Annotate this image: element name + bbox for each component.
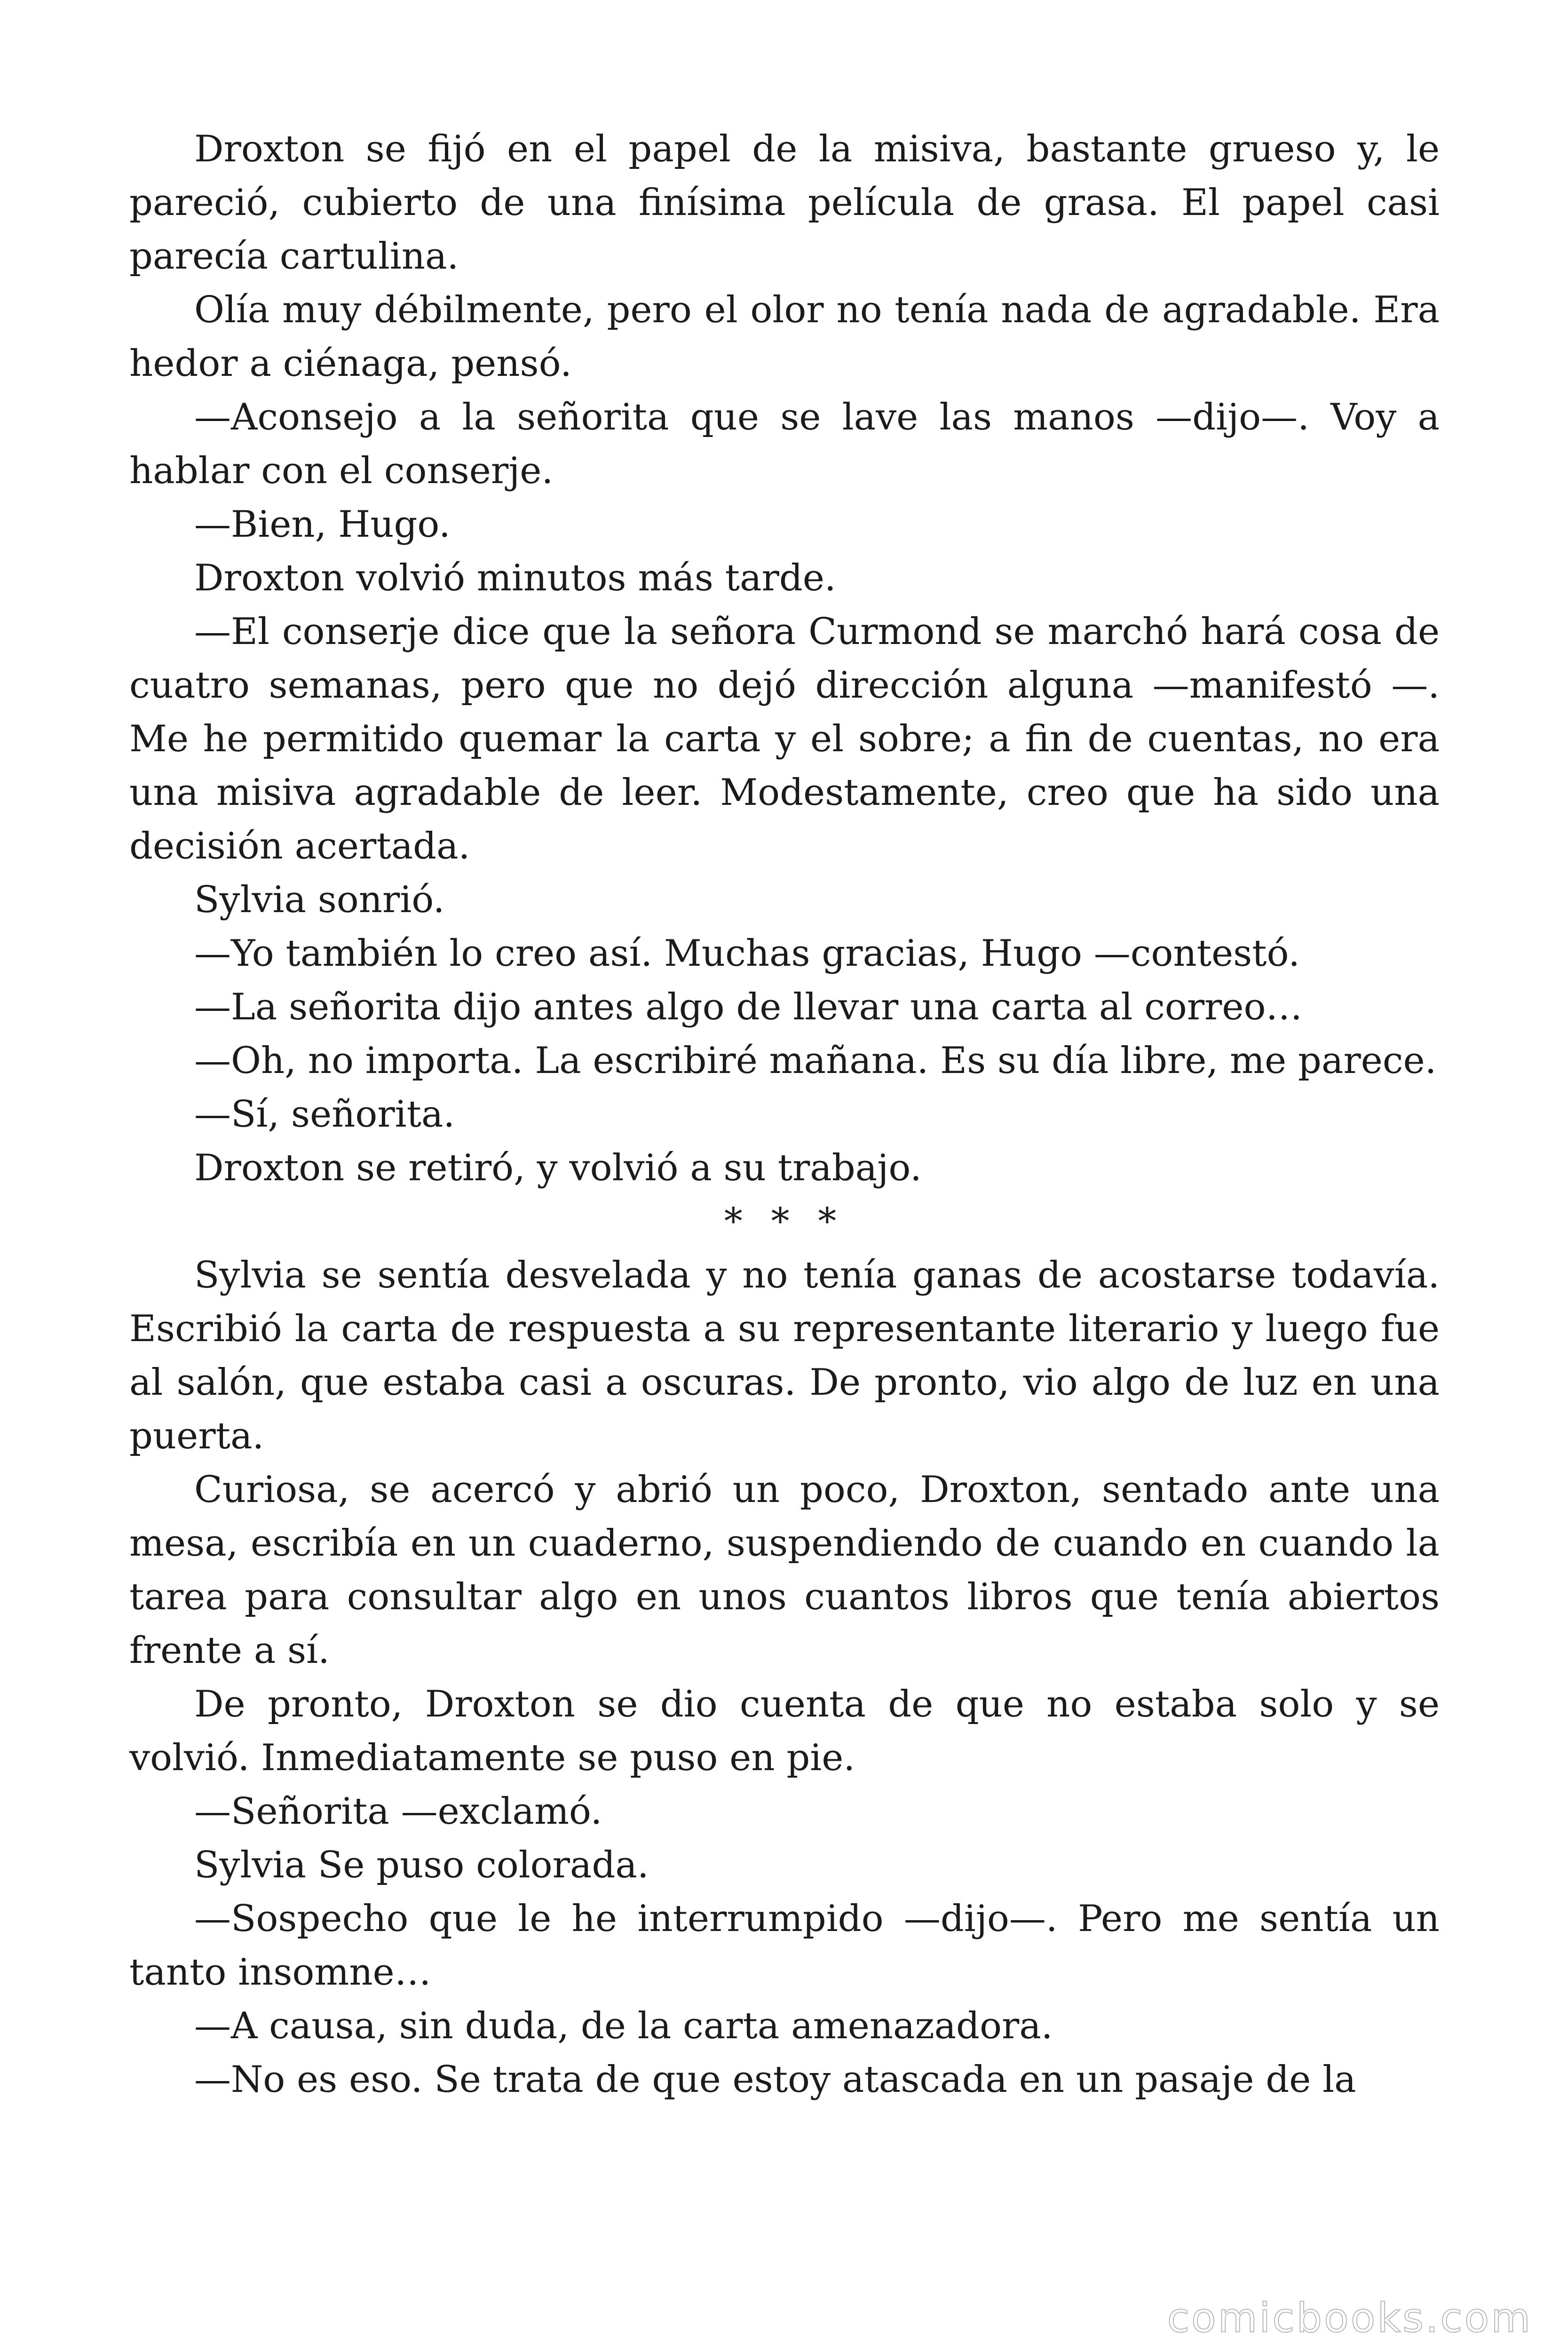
paragraph: Curiosa, se acercó y abrió un poco, Droxton, sentado ante una mesa, escribía en un cuaderno, suspendiendo de cuando en cuando la tarea para consultar algo en unos cuantos libros que tenía abiertos frente a sí. <box>129 1469 1440 1672</box>
paragraph: —Oh, no importa. La escribiré mañana. Es su día libre, me parece. <box>194 1040 1437 1082</box>
paragraph: De pronto, Droxton se dio cuenta de que no estaba solo y se volvió. Inmediatamente se puso en pie. <box>129 1683 1440 1779</box>
paragraph: —Aconsejo a la señorita que se lave las manos —dijo—. Voy a hablar con el conserje. <box>129 396 1440 492</box>
site-watermark: comicbooks.com <box>1167 2295 1532 2342</box>
paragraph: —No es eso. Se trata de que estoy atascada en un pasaje de la <box>194 2058 1356 2101</box>
paragraph: Droxton se fijó en el papel de la misiva, bastante grueso y, le pareció, cubierto de una finísima película de grasa. El papel casi parecía cartulina. <box>129 128 1440 278</box>
paragraph: —Señorita —exclamó. <box>194 1790 602 1833</box>
paragraph: —Yo también lo creo así. Muchas gracias, Hugo —contestó. <box>194 932 1300 975</box>
paragraph: —El conserje dice que la señora Curmond se marchó hará cosa de cuatro semanas, pero que no dejó dirección alguna —manifestó —. Me he permitido quemar la carta y el sobre; a fin de cuentas, no era una misiva agradable de leer. Modestamente, creo que ha sido una decisión acertada. <box>129 611 1440 867</box>
paragraph: —La señorita dijo antes algo de llevar una carta al correo… <box>194 986 1303 1028</box>
paragraph: Olía muy débilmente, pero el olor no tenía nada de agradable. Era hedor a ciénaga, pensó. <box>129 289 1440 385</box>
paragraph: —Bien, Hugo. <box>194 503 451 546</box>
section-separator: * * * <box>724 1200 845 1243</box>
paragraph: —Sí, señorita. <box>194 1093 455 1136</box>
paragraph: Sylvia Se puso colorada. <box>194 1844 649 1886</box>
book-page <box>129 122 1440 2106</box>
paragraph: —A causa, sin duda, de la carta amenazadora. <box>194 2005 1053 2047</box>
paragraph: Sylvia sonrió. <box>194 879 445 921</box>
paragraph: Droxton volvió minutos más tarde. <box>194 557 836 599</box>
paragraph: Droxton se retiró, y volvió a su trabajo. <box>194 1147 922 1189</box>
paragraph: —Sospecho que le he interrumpido —dijo—. Pero me sentía un tanto insomne… <box>129 1898 1440 1994</box>
paragraph: Sylvia se sentía desvelada y no tenía ganas de acostarse todavía. Escribió la carta de respuesta a su representante literario y luego fue al salón, que estaba casi a oscuras. De pronto, vio algo de luz en una puerta. <box>129 1254 1440 1457</box>
